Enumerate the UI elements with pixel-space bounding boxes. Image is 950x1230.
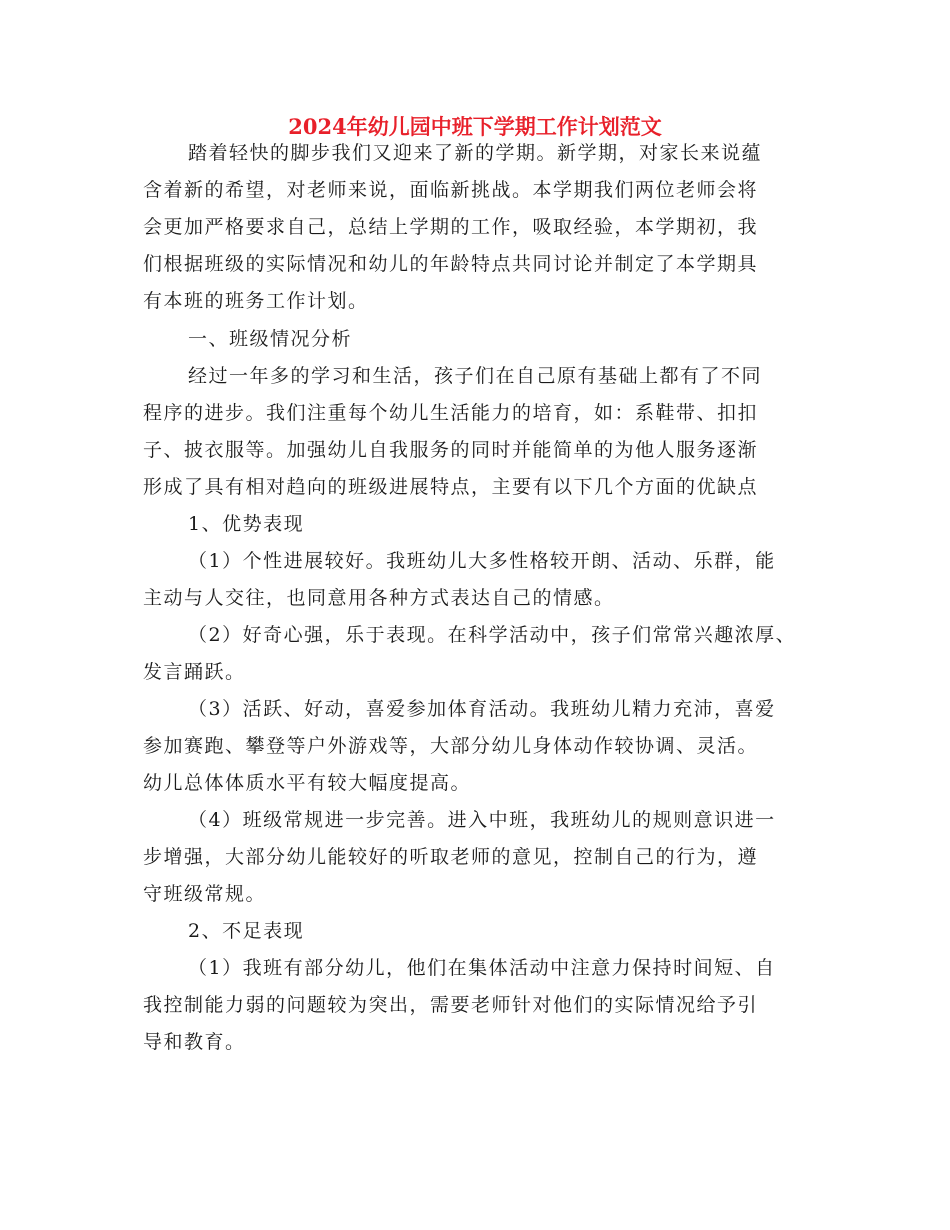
text-line: 导和教育。 — [143, 1031, 246, 1053]
text-line: 程序的进步。我们注重每个幼儿生活能力的培育，如：系鞋带、扣扣 — [143, 402, 759, 424]
text-line: （1）个性进展较好。我班幼儿大多性格较开朗、活动、乐群，能 — [188, 550, 776, 572]
text-line: 参加赛跑、攀登等户外游戏等，大部分幼儿身体动作较协调、灵活。 — [143, 735, 759, 757]
text-line: 们根据班级的实际情况和幼儿的年龄特点共同讨论并制定了本学期具 — [143, 253, 759, 275]
text-line: 步增强，大部分幼儿能较好的听取老师的意见，控制自己的行为，遵 — [143, 846, 759, 868]
subsection-heading: 2、不足表现 — [188, 920, 305, 942]
text-line: 子、披衣服等。加强幼儿自我服务的同时并能简单的为他人服务逐渐 — [143, 439, 759, 461]
text-line: （3）活跃、好动，喜爱参加体育活动。我班幼儿精力充沛，喜爱 — [188, 698, 776, 720]
text-line: 经过一年多的学习和生活，孩子们在自己原有基础上都有了不同 — [188, 365, 763, 387]
document-title: 2024年幼儿园中班下学期工作计划范文 — [288, 114, 662, 139]
text-line: 有本班的班务工作计划。 — [143, 290, 369, 312]
text-line: 主动与人交往，也同意用各种方式表达自己的情感。 — [143, 587, 615, 609]
text-line: 踏着轻快的脚步我们又迎来了新的学期。新学期，对家长来说蕴 — [188, 142, 763, 164]
text-line: 会更加严格要求自己，总结上学期的工作，吸取经验，本学期初，我 — [143, 216, 759, 238]
text-line: （1）我班有部分幼儿，他们在集体活动中注意力保持时间短、自 — [188, 957, 776, 979]
text-line: （4）班级常规进一步完善。进入中班，我班幼儿的规则意识进一 — [188, 809, 776, 831]
text-line: 守班级常规。 — [143, 883, 267, 905]
text-line: （2）好奇心强，乐于表现。在科学活动中，孩子们常常兴趣浓厚、 — [188, 624, 797, 646]
text-line: 幼儿总体体质水平有较大幅度提高。 — [143, 772, 472, 794]
text-line: 含着新的希望，对老师来说，面临新挑战。本学期我们两位老师会将 — [143, 179, 759, 201]
text-line: 形成了具有相对趋向的班级进展特点，主要有以下几个方面的优缺点 — [143, 476, 759, 498]
text-line: 我控制能力弱的问题较为突出，需要老师针对他们的实际情况给予引 — [143, 994, 759, 1016]
subsection-heading: 1、优势表现 — [188, 513, 305, 535]
section-heading: 一、班级情况分析 — [188, 328, 353, 350]
text-line: 发言踊跃。 — [143, 661, 246, 683]
